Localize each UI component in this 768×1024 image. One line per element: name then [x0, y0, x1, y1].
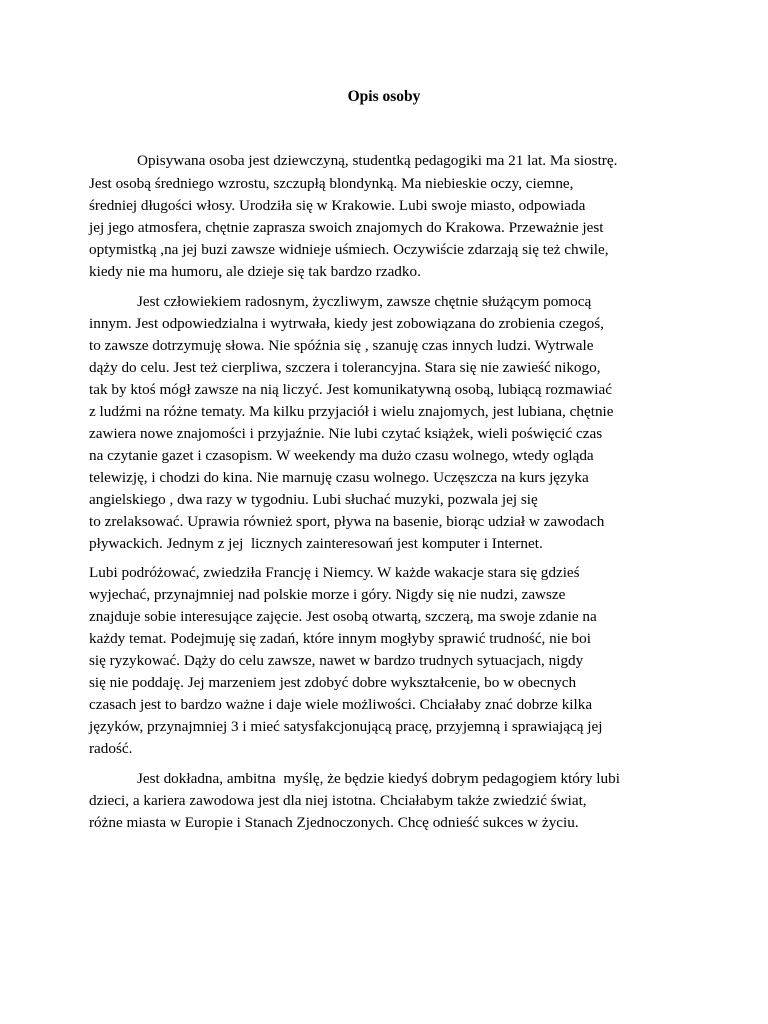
text-line: wyjechać, przynajmniej nad polskie morze i góry. Nigdy się nie nudzi, zawsze: [89, 586, 566, 603]
text-line: się ryzykować. Dąży do celu zawsze, nawet w bardzo trudnych sytuacjach, nigdy: [89, 652, 584, 669]
text-line: pływackich. Jednym z jej licznych zainteresowań jest komputer i Internet.: [89, 535, 543, 552]
text-line: tak by ktoś mógł zawsze na nią liczyć. Jest komunikatywną osobą, lubiącą rozmawiać: [89, 381, 612, 398]
text-line: optymistką ,na jej buzi zawsze widnieje uśmiech. Oczywiście zdarzają się też chwile,: [89, 241, 609, 258]
text-line: różne miasta w Europie i Stanach Zjednoczonych. Chcę odnieść sukces w życiu.: [89, 814, 579, 831]
text-line: czasach jest to bardzo ważne i daje wiele możliwości. Chciałaby znać dobrze kilka: [89, 696, 593, 713]
text-line: angielskiego , dwa razy w tygodniu. Lubi słuchać muzyki, pozwala jej się: [89, 491, 538, 508]
text-line: to zawsze dotrzymuję słowa. Nie spóźnia się , szanuję czas innych ludzi. Wytrwale: [89, 337, 594, 354]
text-line: to zrelaksować. Uprawia również sport, pływa na basenie, biorąc udział w zawodach: [89, 513, 605, 530]
text-line: się nie poddaję. Jej marzeniem jest zdobyć dobre wykształcenie, bo w obecnych: [89, 674, 577, 691]
text-line: kiedy nie ma humoru, ale dzieje się tak bardzo rzadko.: [89, 263, 421, 280]
text-line: każdy temat. Podejmuję się zadań, które innym mogłyby sprawić trudność, nie boi: [89, 630, 591, 647]
text-line: telewizję, i chodzi do kina. Nie marnuję czasu wolnego. Uczęszcza na kurs języka: [89, 469, 589, 486]
text-line: na czytanie gazet i czasopism. W weekendy ma dużo czasu wolnego, wtedy ogląda: [89, 447, 594, 464]
text-line: jej jego atmosfera, chętnie zaprasza swoich znajomych do Krakowa. Przeważnie jest: [89, 219, 604, 236]
text-line: radość.: [89, 740, 133, 757]
text-line: znajduje sobie interesujące zajęcie. Jest osobą otwartą, szczerą, ma swoje zdanie na: [89, 608, 597, 625]
text-line: Lubi podróżować, zwiedziła Francję i Niemcy. W każde wakacje stara się gdzieś: [89, 564, 580, 581]
text-line: języków, przynajmniej 3 i mieć satysfakcjonującą pracę, przyjemną i sprawiającą jej: [89, 718, 603, 735]
text-line: dzieci, a kariera zawodowa jest dla niej istotna. Chciałabym także zwiedzić świat,: [89, 792, 587, 809]
text-line: Jest człowiekiem radosnym, życzliwym, zawsze chętnie służącym pomocą: [137, 293, 592, 310]
text-line: innym. Jest odpowiedzialna i wytrwała, kiedy jest zobowiązana do zrobienia czegoś,: [89, 315, 604, 332]
text-line: średniej długości włosy. Urodziła się w Krakowie. Lubi swoje miasto, odpowiada: [89, 197, 586, 214]
text-line: z ludźmi na różne tematy. Ma kilku przyjaciół i wielu znajomych, jest lubiana, chętnie: [89, 403, 614, 420]
text-line: zawiera nowe znajomości i przyjaźnie. Nie lubi czytać książek, wieli poświęcić czas: [89, 425, 603, 442]
text-line: Jest dokładna, ambitna myślę, że będzie kiedyś dobrym pedagogiem który lubi: [137, 770, 620, 787]
document-title: Opis osoby: [347, 88, 421, 105]
text-line: dąży do celu. Jest też cierpliwa, szczera i tolerancyjna. Stara się nie zawieść nikogo,: [89, 359, 601, 376]
text-line: Opisywana osoba jest dziewczyną, studentką pedagogiki ma 21 lat. Ma siostrę.: [137, 152, 618, 169]
text-line: Jest osobą średniego wzrostu, szczupłą blondynką. Ma niebieskie oczy, ciemne,: [89, 175, 574, 192]
